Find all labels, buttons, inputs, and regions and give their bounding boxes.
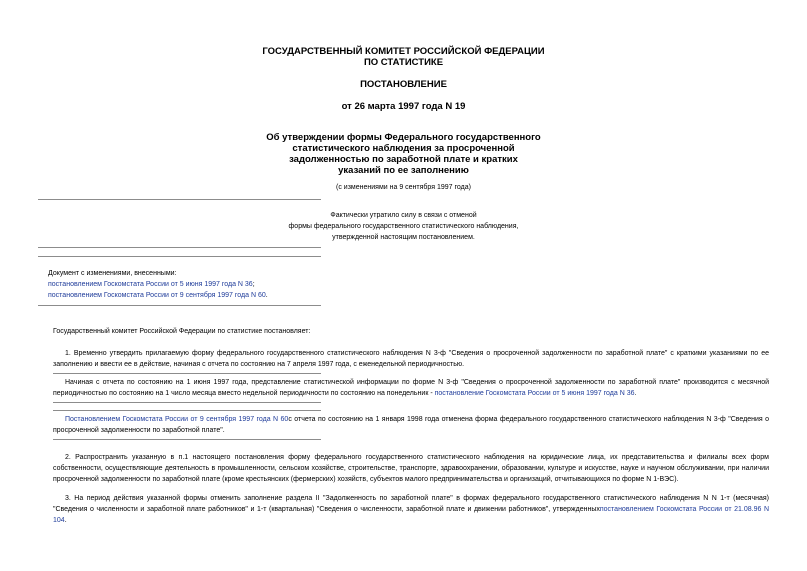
paragraph-3-end: . [64,517,67,524]
separator: . [265,292,268,299]
amendment-note: (с изменениями на 9 сентября 1997 года) [336,184,471,191]
amendment-link-36[interactable]: постановлением Госкомстата России от 5 июня 1997 года N 36 [48,281,253,288]
paragraph-1b-text: Начиная с отчета по состоянию на 1 июня 1997 года, представление статистической информации по форме N 3-ф "Сведения о просроченной задолженности по заработной плате" производится с месячной периодичностью по состоянию на 1 число месяца вместо недельной периодичности по состоянию на понедельник - [53,379,769,397]
paragraph-1: 1. Временно утвердить прилагаемую форму федерального государственного статистического наблюдения N 3-ф "Сведения о просроченной задолженности по заработной плате" с краткими указаниями по ее заполнению и ввести ее в действие, начиная с отчета по состоянию на 7 апреля 1997 года, с еженедельной периодичностью. [53,350,769,368]
divider [53,402,321,403]
status-line2: формы федерального государственного статистического наблюдения, [288,223,519,230]
divider [53,439,321,440]
doc-title-line1: Об утверждении формы Федерального государственного [266,132,541,143]
changes-item-1 [48,279,255,290]
divider [53,373,321,374]
header-committee-line1: ГОСУДАРСТВЕННЫЙ КОМИТЕТ РОССИЙСКОЙ ФЕДЕРАЦИИ [262,46,545,57]
divider [38,199,321,200]
paragraph-1c [53,414,769,436]
header-committee-line2: ПО СТАТИСТИКЕ [363,57,444,68]
paragraph-2: 2. Распространить указанную в п.1 настоящего постановления форму федерального государственного статистического наблюдения на юридические лица, их представительства и филиалы всех форм собственности, осуществляющие деятельность в промышленности, сельском хозяйстве, строительстве, транспорте, здравоохранении, образовании, культуре и искусстве, науке и научном обслуживании, при наличии просроченной задолженности по заработной плате (кроме крестьянских (фермерских) хозяйств, субъектов малого предпринимательства и организаций, отчитывающихся по форме N 1-ВЭС). [53,454,769,483]
separator: ; [252,281,255,288]
resolution-link-104[interactable]: постановлением Госкомстата России от 21.08.96 N 104 [53,506,770,524]
divider [38,256,321,257]
body-intro: Государственный комитет Российской Федерации по статистике постановляет: [53,328,311,335]
divider [38,305,321,306]
doc-title-line3: задолженностью по заработной плате и кратких [289,154,518,165]
status-line1: Фактически утратило силу в связи с отменой [330,212,477,219]
paragraph-1b [53,377,769,399]
changes-label: Документ с изменениями, внесенными: [48,270,177,277]
divider [53,410,321,411]
paragraph-3-text: 3. На период действия указанной формы отменить заполнение раздела II "Задолженность по заработной плате" в формах федерального государственного статистического наблюдения N N 1-т (месячная) "Сведения о численности и заработной плате работников" и 1-т (квартальная) "Сведения о численности, заработной плате и движении работников", утвержденных [53,495,769,513]
divider [38,247,321,248]
status-line3: утвержденной настоящим постановлением. [332,234,475,241]
amendment-link-60-inline[interactable]: Постановлением Госкомстата России от 9 сентября 1997 года N 60 [65,416,289,423]
paragraph-3 [53,493,769,526]
paragraph-1b-end: . [634,390,637,397]
changes-item-2 [48,290,268,301]
amendment-link-60[interactable]: постановлением Госкомстата России от 9 сентября 1997 года N 60 [48,292,266,299]
amendment-link-36-inline[interactable]: постановление Госкомстата России от 5 июня 1997 года N 36 [434,390,635,397]
doc-title-line2: статистического наблюдения за просроченной [292,143,515,154]
doc-type: ПОСТАНОВЛЕНИЕ [360,79,447,90]
doc-date: от 26 марта 1997 года N 19 [341,101,466,112]
paragraph-1c-text: с отчета по состоянию на 1 января 1998 года отменена форма федерального государственного статистического наблюдения N 3-ф "Сведения о просроченной задолженности по заработной плате". [53,416,769,434]
doc-title-line4: указаний по ее заполнению [338,165,469,176]
